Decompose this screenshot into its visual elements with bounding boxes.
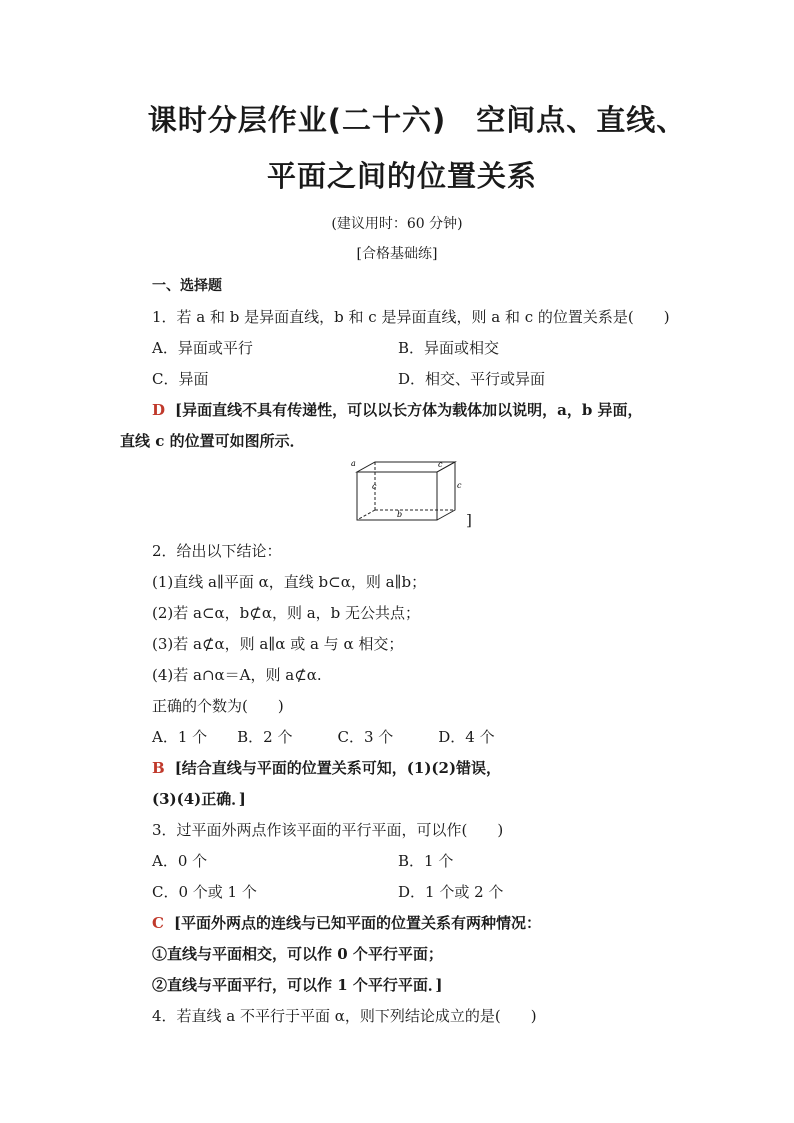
title-line-1: 课时分层作业(二十六) 空间点、直线、: [147, 103, 687, 137]
q2-statement-3: (3)若 a⊄α，则 a∥α 或 a 与 α 相交；: [152, 635, 404, 653]
q2-statement-4: (4)若 a∩α＝A，则 a⊄α.: [152, 666, 322, 684]
q1-stem: 1．若 a 和 b 是异面直线，b 和 c 是异面直线，则 a 和 c 的位置关系是( ): [152, 308, 670, 326]
q1-option-b: B．异面或相交: [398, 339, 500, 357]
q2-stem: 2．给出以下结论：: [152, 542, 282, 560]
q3-stem: 3．过平面外两点作该平面的平行平面，可以作( ): [152, 821, 504, 839]
q1-explanation-close: ]: [466, 511, 472, 529]
q2-answer: B: [152, 759, 165, 777]
q3-option-a: A．0 个: [152, 852, 208, 870]
q1-option-c: C．异面: [152, 370, 209, 388]
q3-explanation-2: ①直线与平面相交，可以作 0 个平行平面；: [152, 945, 443, 963]
q2-statement-2: (2)若 a⊂α，b⊄α，则 a，b 无公共点；: [152, 604, 421, 622]
q2-explanation-1: [152, 757, 501, 778]
q3-option-b: B．1 个: [398, 852, 454, 870]
q2-options: A．1 个 B．2 个 C．3 个 D．4 个: [152, 728, 495, 746]
fig-label-a: a: [351, 459, 356, 468]
q1-answer: D: [152, 401, 166, 419]
q4-stem: 4．若直线 a 不平行于平面 α，则下列结论成立的是( ): [152, 1007, 537, 1025]
cuboid-figure: [350, 456, 470, 528]
fig-label-c-top: c: [438, 460, 443, 469]
q2-statement-1: (1)直线 a∥平面 α，直线 b⊂α，则 a∥b；: [152, 573, 427, 591]
q3-explain-text-1: [平面外两点的连线与已知平面的位置关系有两种情况：: [173, 914, 542, 932]
q3-explanation-1: [152, 912, 541, 933]
fig-label-b: b: [397, 510, 403, 519]
q2-explain-text-1: [结合直线与平面的位置关系可知，(1)(2)错误，: [174, 759, 502, 777]
q3-option-d: D．1 个或 2 个: [398, 883, 504, 901]
q1-explanation-1: [152, 399, 643, 420]
q3-option-c: C．0 个或 1 个: [152, 883, 257, 901]
q1-explain-text-1: [异面直线不具有传递性，可以以长方体为载体加以说明，a，b 异面，: [175, 401, 643, 419]
q2-ask: 正确的个数为( ): [152, 697, 284, 715]
fig-label-c-left: c: [372, 482, 377, 491]
q1-option-d: D．相交、平行或异面: [398, 370, 546, 388]
q2-explanation-2: (3)(4)正确．]: [152, 790, 246, 808]
q1-explanation-2: 直线 c 的位置可如图所示．: [120, 432, 305, 450]
time-note: (建议用时：60 分钟): [331, 216, 463, 232]
q3-explanation-3: ②直线与平面平行，可以作 1 个平行平面．]: [152, 976, 443, 994]
level-label: [合格基础练]: [356, 246, 438, 262]
title-line-2: 平面之间的位置关系: [266, 159, 537, 193]
fig-label-c-right: c: [457, 481, 462, 490]
section-heading: 一、选择题: [152, 278, 222, 294]
q1-option-a: A．异面或平行: [152, 339, 253, 357]
q3-answer: C: [152, 914, 164, 932]
